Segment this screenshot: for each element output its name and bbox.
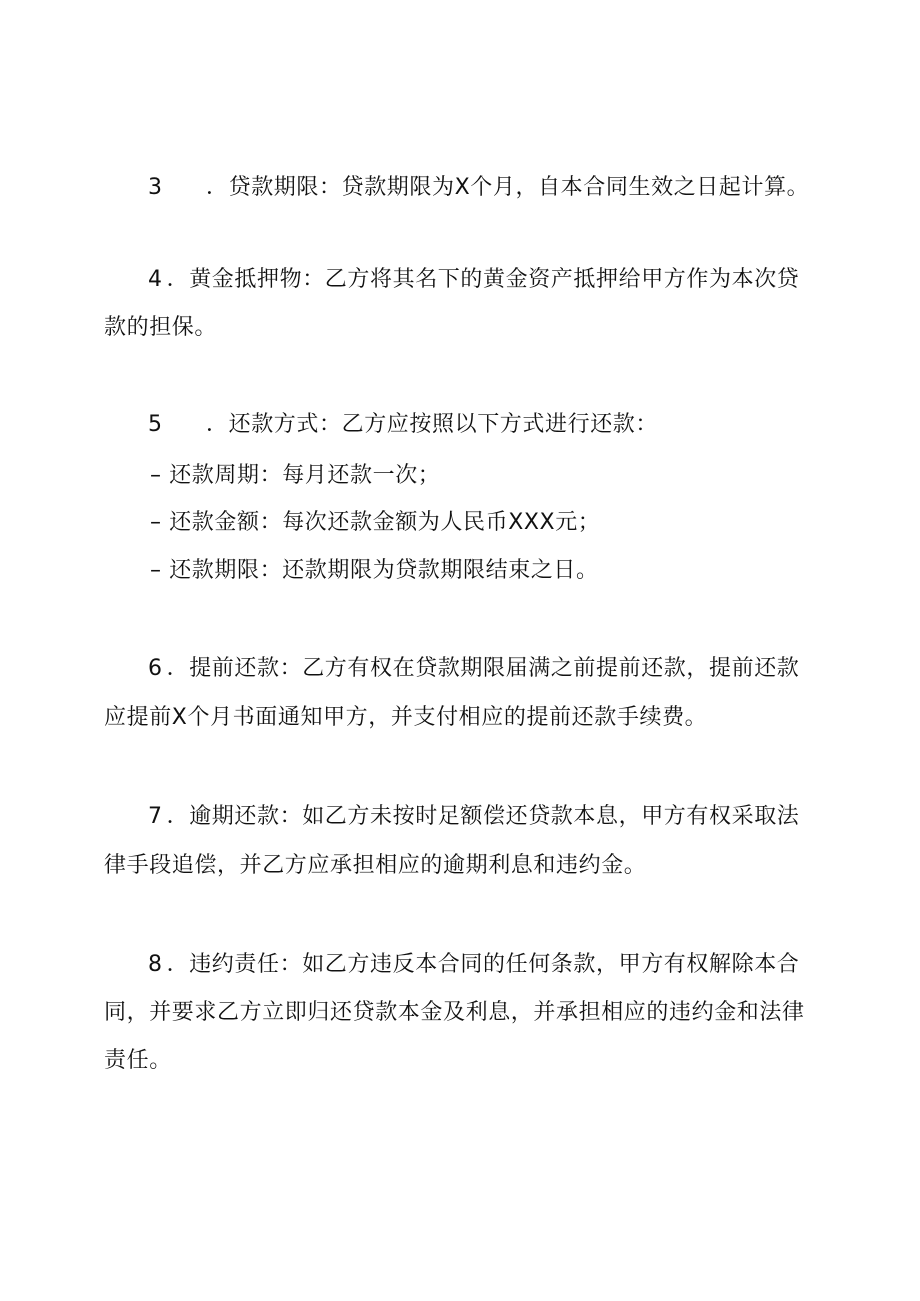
clause-7-line-1	[104, 802, 820, 832]
clause-5-line-1	[104, 410, 820, 440]
clause-8-line-2: 同，并要求乙方立即归还贷款本金及利息，并承担相应的违约金和法律	[104, 1000, 805, 1025]
clause-5-text: ．还款方式：乙方应按照以下方式进行还款：	[206, 412, 659, 437]
clause-4-line-2: 款的担保。	[104, 315, 218, 340]
clause-6-line-1	[104, 654, 820, 684]
clause-8-text: ．违约责任：如乙方违反本合同的任何条款，甲方有权解除本合	[166, 952, 800, 977]
clause-3-text: ．贷款期限：贷款期限为X个月，自本合同生效之日起计算。	[206, 175, 810, 200]
clause-7-line-2: 律手段追偿，并乙方应承担相应的逾期利息和违约金。	[104, 853, 647, 878]
clause-5-bullet-1: – 还款周期：每月还款一次；	[150, 463, 441, 488]
clause-4-number: 4	[148, 267, 163, 292]
clause-3-number: 3	[148, 175, 163, 200]
clause-8-line-1	[104, 950, 820, 980]
clause-6-text: ．提前还款：乙方有权在贷款期限届满之前提前还款，提前还款	[166, 656, 800, 681]
clause-4-text: ．黄金抵押物：乙方将其名下的黄金资产抵押给甲方作为本次贷	[166, 267, 800, 292]
clause-5-number: 5	[148, 412, 163, 437]
clause-4-line-1	[104, 265, 820, 295]
clause-7-text: ．逾期还款：如乙方未按时足额偿还贷款本息，甲方有权采取法	[166, 804, 800, 829]
clause-8-number: 8	[148, 952, 163, 977]
clause-8-line-3: 责任。	[104, 1048, 172, 1073]
clause-3-line-1	[104, 173, 820, 203]
clause-5-bullet-2: – 还款金额：每次还款金额为人民币XXX元；	[150, 510, 601, 535]
clause-5-bullet-3: – 还款期限：还款期限为贷款期限结束之日。	[150, 558, 599, 583]
clause-7-number: 7	[148, 804, 163, 829]
clause-6-number: 6	[148, 656, 163, 681]
clause-6-line-2: 应提前X个月书面通知甲方，并支付相应的提前还款手续费。	[104, 705, 708, 730]
